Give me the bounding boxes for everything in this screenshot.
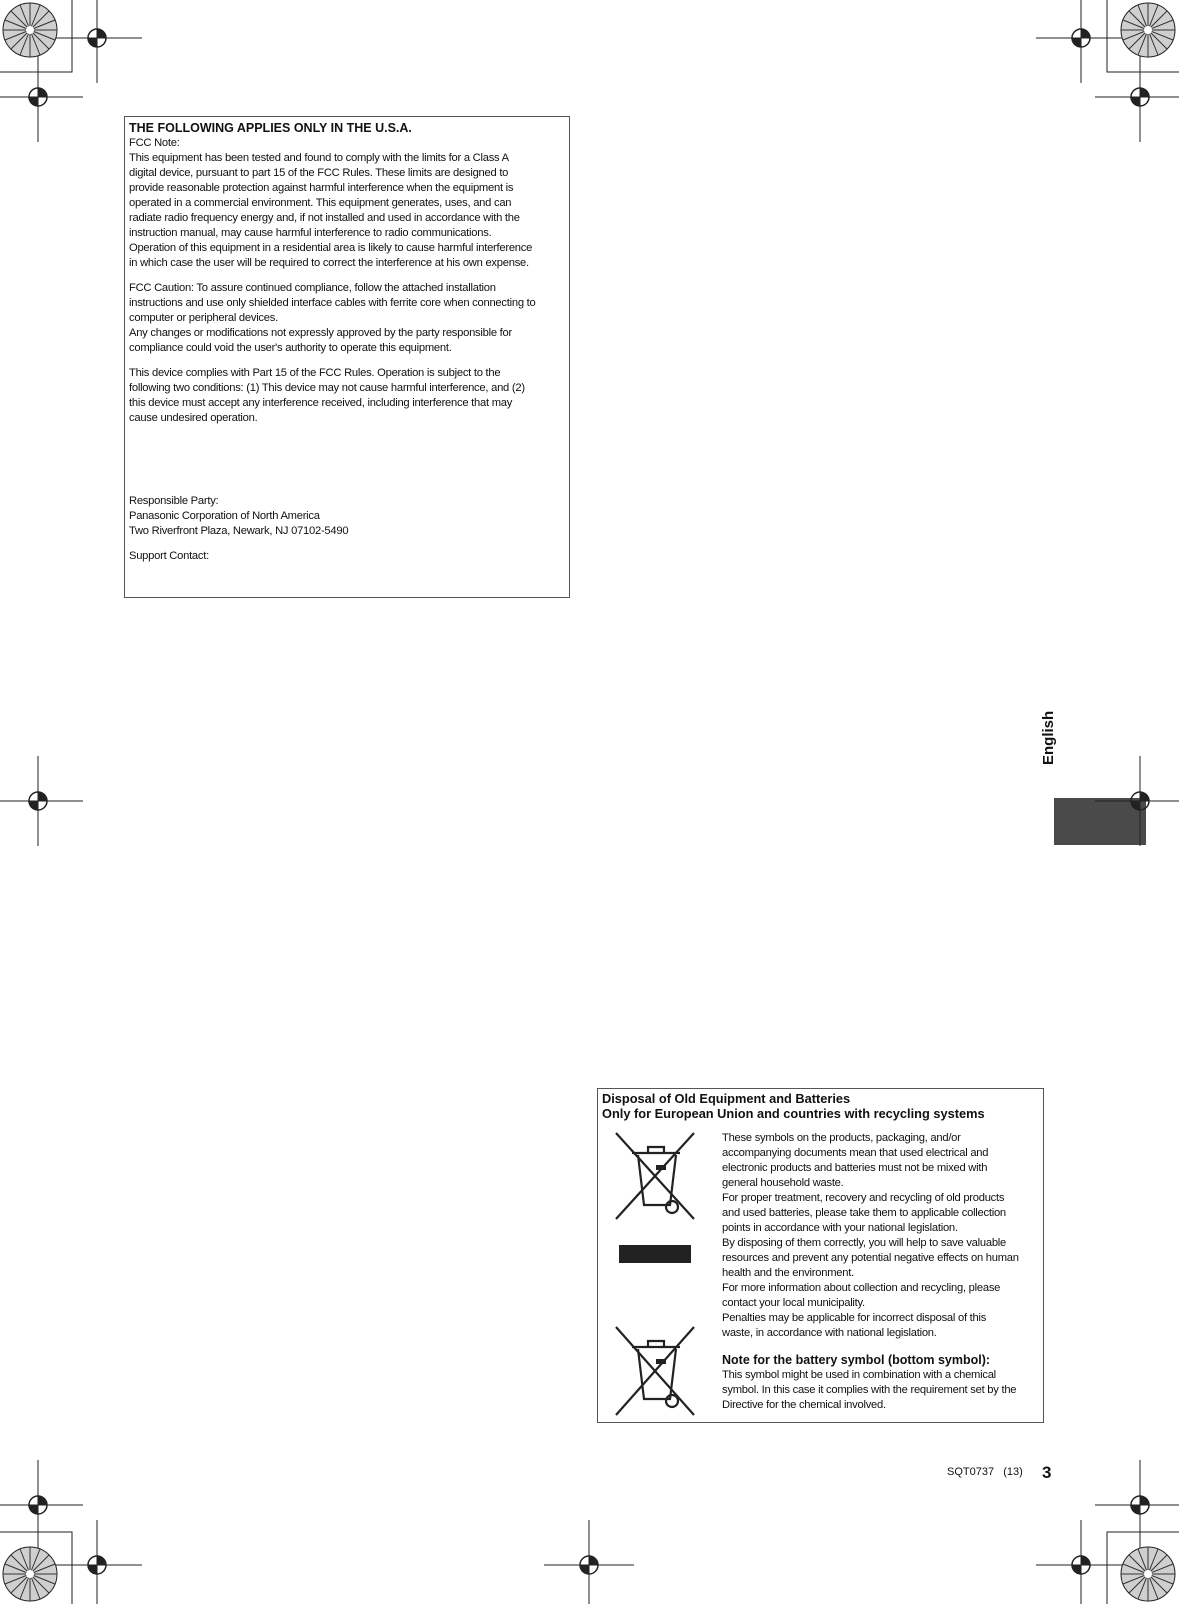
radial-color-bar-icon (1121, 1547, 1175, 1601)
radial-color-bar-icon (3, 1547, 57, 1601)
battery-note-title: Note for the battery symbol (bottom symbol): (722, 1353, 991, 1367)
disposal-heading-line2: Only for European Union and countries with recycling systems (602, 1106, 985, 1121)
fcc-part15-line: following two conditions: (1) This device may not cause harmful interference, and (2) (129, 382, 525, 394)
fcc-note-line: Operation of this equipment in a residential area is likely to cause harmful interference (129, 242, 533, 254)
fcc-note-line: digital device, pursuant to part 15 of the FCC Rules. These limits are designed to (129, 167, 509, 179)
registration-mark-icon (0, 52, 83, 142)
disposal-line: health and the environment. (722, 1267, 854, 1279)
disposal-line: These symbols on the products, packaging, and/or (722, 1132, 961, 1144)
disposal-line: general household waste. (722, 1177, 844, 1189)
fcc-caution-line: Any changes or modifications not expressly approved by the party responsible for (129, 327, 512, 339)
disposal-heading-line1: Disposal of Old Equipment and Batteries (602, 1091, 851, 1106)
disposal-line: For more information about collection and recycling, please (722, 1282, 1001, 1294)
registration-mark-icon (544, 1520, 634, 1604)
fcc-caution-line: computer or peripheral devices. (129, 312, 278, 324)
registration-mark-icon (1036, 1520, 1126, 1604)
fcc-part15-line: this device must accept any interference received, including interference that may (129, 397, 513, 409)
radial-color-bar-icon (3, 3, 57, 57)
fcc-note-line: in which case the user will be required to correct the interference at his own expense. (129, 257, 529, 269)
disposal-line: waste, in accordance with national legislation. (722, 1327, 937, 1339)
company-address: Two Riverfront Plaza, Newark, NJ 07102-5490 (129, 525, 349, 537)
fcc-note-line: provide reasonable protection against harmful interference when the equipment is (129, 182, 514, 194)
disposal-line: points in accordance with your national legislation. (722, 1222, 958, 1234)
disposal-line: contact your local municipality. (722, 1297, 865, 1309)
fcc-part15-line: cause undesired operation. (129, 412, 258, 424)
language-label: English (1040, 710, 1057, 765)
fcc-note-line: This equipment has been tested and found to comply with the limits for a Class A (129, 152, 509, 164)
fcc-note-line: instruction manual, may cause harmful interference to radio communications. (129, 227, 492, 239)
model-code: SQT0737 (947, 1466, 995, 1478)
disposal-line: For proper treatment, recovery and recycling of old products (722, 1192, 1005, 1204)
model-subcode: (13) (1003, 1466, 1023, 1478)
fcc-caution-line: compliance could void the user's authority to operate this equipment. (129, 342, 452, 354)
battery-note-line: symbol. In this case it complies with the requirement set by the (722, 1384, 1017, 1396)
responsible-party-label: Responsible Party: (129, 495, 219, 507)
fcc-caution-line: instructions and use only shielded interface cables with ferrite core when connecting to (129, 297, 536, 309)
registration-mark-icon (0, 1460, 83, 1550)
disposal-line: resources and prevent any potential negative effects on human (722, 1252, 1019, 1264)
fcc-part15-line: This device complies with Part 15 of the FCC Rules. Operation is subject to the (129, 367, 501, 379)
fcc-note-line: radiate radio frequency energy and, if not installed and used in accordance with the (129, 212, 520, 224)
battery-note-line: This symbol might be used in combination with a chemical (722, 1369, 996, 1381)
disposal-line: accompanying documents mean that used electrical and (722, 1147, 989, 1159)
registration-mark-icon (52, 0, 142, 83)
disposal-line: and used batteries, please take them to applicable collection (722, 1207, 1006, 1219)
disposal-line: By disposing of them correctly, you will help to save valuable (722, 1237, 1007, 1249)
page-number: 3 (1042, 1463, 1052, 1482)
battery-note-line: Directive for the chemical involved. (722, 1399, 886, 1411)
fcc-caution-line: FCC Caution: To assure continued compliance, follow the attached installation (129, 282, 496, 294)
company-name: Panasonic Corporation of North America (129, 510, 320, 522)
radial-color-bar-icon (1121, 3, 1175, 57)
registration-mark-icon (1095, 52, 1179, 142)
registration-mark-icon (52, 1520, 142, 1604)
disposal-line: Penalties may be applicable for incorrect disposal of this (722, 1312, 987, 1324)
fcc-title: THE FOLLOWING APPLIES ONLY IN THE U.S.A. (129, 121, 412, 135)
registration-mark-icon (1036, 0, 1126, 83)
disposal-line: electronic products and batteries must not be mixed with (722, 1162, 988, 1174)
registration-mark-icon (1095, 1460, 1179, 1550)
registration-mark-icon (0, 756, 83, 846)
registration-mark-icon (1095, 756, 1179, 846)
fcc-note-label: FCC Note: (129, 137, 180, 149)
support-contact-label: Support Contact: (129, 550, 209, 562)
fcc-note-line: operated in a commercial environment. This equipment generates, uses, and can (129, 197, 512, 209)
